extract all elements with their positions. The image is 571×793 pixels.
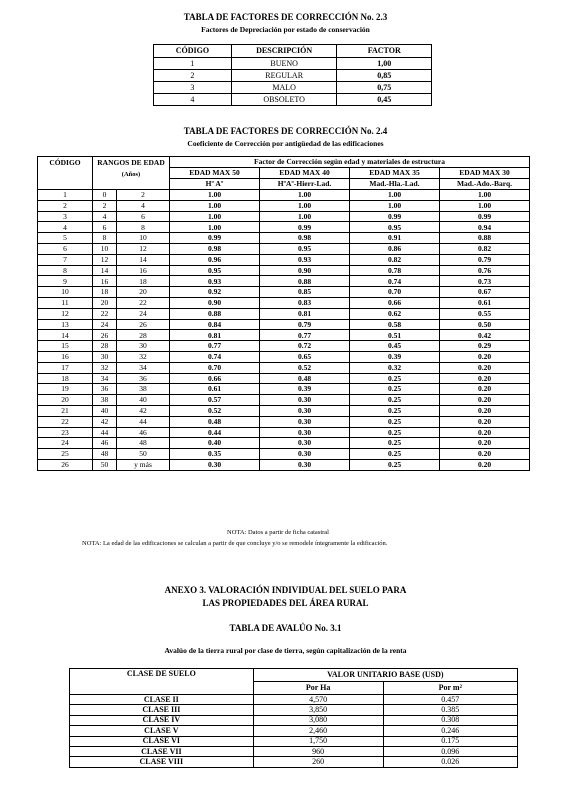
cell-factor-50: 0.88 [170,308,260,319]
cell-rango-hasta: 30 [117,341,170,352]
table-row [38,459,530,470]
cell-por-ha: 1,750 [253,736,383,746]
cell-factor-30: 0.20 [440,416,530,427]
cell-rango-hasta: 18 [117,276,170,287]
cell-factor-30: 0.20 [440,373,530,384]
cell-por-m2: 0.096 [383,746,517,756]
header-codigo: CÓDIGO [154,45,232,58]
cell-rango-desde: 16 [93,276,117,287]
cell-factor-35: 0.51 [350,330,440,341]
cell-factor-30: 0.79 [440,254,530,265]
cell-codigo: 16 [38,351,93,362]
table1-title: TABLA DE FACTORES DE CORRECCIÓN No. 2.3 [183,12,388,22]
cell-por-ha: 3,080 [253,715,383,725]
cell-factor-35: 0.66 [350,297,440,308]
cell-codigo: 24 [38,438,93,449]
cell-rango-desde: 24 [93,319,117,330]
cell-factor-40: 0.81 [260,308,350,319]
cell-codigo: 25 [38,449,93,460]
cell-codigo: 1 [154,58,232,70]
table-row [38,395,530,406]
table-row [70,695,518,705]
cell-factor-50: 0.99 [170,233,260,244]
cell-rango-desde: 14 [93,265,117,276]
cell-factor-40: 0.72 [260,341,350,352]
cell-por-m2: 0.246 [383,726,517,736]
cell-factor-40: 0.30 [260,395,350,406]
cell-rango-hasta: 34 [117,362,170,373]
cell-codigo: 17 [38,362,93,373]
cell-codigo: 5 [38,233,93,244]
cell-rango-hasta: 48 [117,438,170,449]
cell-rango-hasta: 28 [117,330,170,341]
cell-factor-50: 0.96 [170,254,260,265]
table-row [38,297,530,308]
table-row [38,449,530,460]
cell-factor-40: 0.98 [260,233,350,244]
cell-factor-30: 0.20 [440,362,530,373]
cell-factor-30: 0.55 [440,308,530,319]
cell-rango-desde: 28 [93,341,117,352]
table-row [154,82,432,94]
cell-rango-hasta: 10 [117,233,170,244]
cell-factor-50: 1.00 [170,211,260,222]
cell-rango-hasta: 16 [117,265,170,276]
header-rangos-label: RANGOS DE EDAD [97,158,165,167]
header-clase: CLASE DE SUELO [70,669,254,695]
cell-rango-desde: 22 [93,308,117,319]
cell-rango-hasta: 44 [117,416,170,427]
cell-factor-35: 0.25 [350,384,440,395]
table-row [38,254,530,265]
cell-descripcion: REGULAR [231,70,337,82]
cell-rango-hasta: 36 [117,373,170,384]
cell-factor-40: 0.99 [260,222,350,233]
cell-codigo: 2 [154,70,232,82]
cell-factor-30: 0.94 [440,222,530,233]
cell-clase: CLASE VIII [70,757,254,767]
cell-rango-desde: 46 [93,438,117,449]
cell-factor-50: 0.90 [170,297,260,308]
cell-codigo: 14 [38,330,93,341]
cell-factor-40: 0.83 [260,297,350,308]
cell-factor-50: 0.35 [170,449,260,460]
age-factor-table [37,156,530,471]
cell-factor-35: 0.25 [350,449,440,460]
cell-factor-40: 0.39 [260,384,350,395]
table-row [38,233,530,244]
cell-factor-30: 0.88 [440,233,530,244]
cell-factor-30: 0.20 [440,427,530,438]
cell-codigo: 12 [38,308,93,319]
cell-rango-desde: 20 [93,297,117,308]
cell-factor-40: 0.52 [260,362,350,373]
cell-codigo: 26 [38,459,93,470]
cell-factor-40: 1.00 [260,200,350,211]
cell-factor-50: 0.48 [170,416,260,427]
cell-codigo: 18 [38,373,93,384]
cell-factor-40: 0.79 [260,319,350,330]
table-header-row [154,45,432,58]
cell-factor-35: 0.99 [350,211,440,222]
cell-factor-50: 1.00 [170,190,260,201]
cell-factor: 0,45 [337,94,432,106]
cell-codigo: 20 [38,395,93,406]
table-row [38,190,530,201]
table-row [38,222,530,233]
cell-factor-50: 1.00 [170,200,260,211]
cell-factor-35: 0.25 [350,405,440,416]
cell-factor-35: 0.25 [350,395,440,406]
table-header-row [38,157,530,168]
table-row [38,211,530,222]
header-codigo: CÓDIGO [38,157,93,190]
cell-factor-50: 0.93 [170,276,260,287]
cell-factor-35: 1.00 [350,190,440,201]
cell-factor-30: 0.50 [440,319,530,330]
cell-codigo: 4 [38,222,93,233]
cell-factor-40: 0.30 [260,416,350,427]
cell-codigo: 3 [154,82,232,94]
table-row [38,384,530,395]
table-row [38,405,530,416]
cell-factor-30: 0.73 [440,276,530,287]
cell-descripcion: OBSOLETO [231,94,337,106]
table-row [38,287,530,298]
cell-por-ha: 2,460 [253,726,383,736]
cell-rango-desde: 8 [93,233,117,244]
rural-land-value-table [69,668,518,768]
note-edad-edificaciones: NOTA: La edad de las edificaciones se calculan a partir de que concluye y/o se remodele íntegramente la edificación. [82,540,388,547]
cell-factor-40: 0.30 [260,427,350,438]
table1-subtitle: Factores de Depreciación por estado de conservación [201,25,370,34]
table-row [38,373,530,384]
header-edad-max: EDAD MAX 35 [350,168,440,179]
cell-factor-30: 0.82 [440,243,530,254]
cell-factor-30: 0.20 [440,405,530,416]
cell-rango-hasta: 6 [117,211,170,222]
cell-codigo: 1 [38,190,93,201]
cell-factor-35: 0.86 [350,243,440,254]
table3-subtitle: Avalúo de la tierra rural por clase de tierra, según capitalización de la renta [164,646,407,655]
table-row [70,757,518,767]
cell-factor-30: 0.20 [440,459,530,470]
cell-factor-50: 0.98 [170,243,260,254]
cell-clase: CLASE VII [70,746,254,756]
table-row [38,330,530,341]
cell-rango-desde: 4 [93,211,117,222]
cell-rango-hasta: y más [117,459,170,470]
table-row [38,427,530,438]
table-row [38,438,530,449]
cell-factor-35: 0.25 [350,427,440,438]
cell-rango-desde: 34 [93,373,117,384]
cell-factor-30: 0.20 [440,351,530,362]
cell-rango-desde: 36 [93,384,117,395]
cell-rango-desde: 6 [93,222,117,233]
cell-factor-40: 0.95 [260,243,350,254]
cell-factor-40: 1.00 [260,211,350,222]
cell-factor-35: 0.70 [350,287,440,298]
cell-factor-50: 0.81 [170,330,260,341]
header-descripcion: DESCRIPCIÓN [231,45,337,58]
cell-factor-40: 0.30 [260,438,350,449]
cell-factor: 0,85 [337,70,432,82]
cell-factor-30: 1.00 [440,190,530,201]
cell-factor-35: 0.91 [350,233,440,244]
cell-factor-40: 0.88 [260,276,350,287]
cell-por-ha: 4,570 [253,695,383,705]
table-row [70,726,518,736]
cell-factor-40: 1.00 [260,190,350,201]
cell-factor-30: 0.20 [440,438,530,449]
cell-factor-35: 0.74 [350,276,440,287]
cell-codigo: 7 [38,254,93,265]
cell-por-m2: 0.308 [383,715,517,725]
table-row [38,341,530,352]
cell-rango-hasta: 50 [117,449,170,460]
header-edad-max: EDAD MAX 50 [170,168,260,179]
cell-factor-50: 1.00 [170,222,260,233]
cell-factor-40: 0.93 [260,254,350,265]
cell-factor-40: 0.65 [260,351,350,362]
cell-factor-35: 0.25 [350,416,440,427]
cell-rango-desde: 18 [93,287,117,298]
header-material: HºAº-Hierr-Lad. [260,179,350,190]
cell-factor-30: 0.99 [440,211,530,222]
table-row [38,200,530,211]
cell-factor-35: 0.82 [350,254,440,265]
cell-factor-35: 0.25 [350,373,440,384]
cell-factor-40: 0.30 [260,449,350,460]
cell-rango-desde: 38 [93,395,117,406]
cell-codigo: 10 [38,287,93,298]
table-row [38,351,530,362]
cell-rango-desde: 42 [93,416,117,427]
cell-factor-50: 0.52 [170,405,260,416]
header-rangos [93,157,170,190]
cell-factor-50: 0.84 [170,319,260,330]
cell-factor-30: 0.20 [440,449,530,460]
cell-rango-hasta: 42 [117,405,170,416]
cell-rango-hasta: 2 [117,190,170,201]
cell-descripcion: BUENO [231,58,337,70]
cell-factor-30: 0.61 [440,297,530,308]
header-material: Hº Aº [170,179,260,190]
cell-clase: CLASE IV [70,715,254,725]
table-row [70,715,518,725]
cell-factor-30: 0.20 [440,384,530,395]
cell-rango-desde: 2 [93,200,117,211]
table2-subtitle: Coeficiente de Corrección por antigüedad de las edificaciones [187,139,384,148]
header-valor: VALOR UNITARIO BASE (USD) [253,669,517,682]
cell-codigo: 13 [38,319,93,330]
table-row [154,94,432,106]
cell-descripcion: MALO [231,82,337,94]
header-por-ha: Por Ha [253,682,383,695]
table-row [38,416,530,427]
cell-codigo: 2 [38,200,93,211]
table-row [70,705,518,715]
cell-factor-30: 0.29 [440,341,530,352]
cell-rango-hasta: 22 [117,297,170,308]
cell-factor-50: 0.95 [170,265,260,276]
cell-por-m2: 0.026 [383,757,517,767]
cell-codigo: 23 [38,427,93,438]
table-row [38,308,530,319]
header-material: Mad.-Hla.-Lad. [350,179,440,190]
table-header-row [70,669,518,682]
cell-codigo: 22 [38,416,93,427]
cell-factor-50: 0.61 [170,384,260,395]
cell-por-m2: 0.457 [383,695,517,705]
cell-factor-30: 0.20 [440,395,530,406]
cell-rango-hasta: 4 [117,200,170,211]
cell-factor-30: 0.42 [440,330,530,341]
cell-rango-hasta: 26 [117,319,170,330]
cell-factor-40: 0.30 [260,459,350,470]
conservation-factor-table [153,44,432,106]
cell-factor-40: 0.30 [260,405,350,416]
header-anos: (Años) [121,170,141,178]
cell-factor-40: 0.90 [260,265,350,276]
cell-codigo: 11 [38,297,93,308]
cell-codigo: 4 [154,94,232,106]
cell-factor-35: 0.32 [350,362,440,373]
cell-rango-hasta: 46 [117,427,170,438]
table2-title: TABLA DE FACTORES DE CORRECCIÓN No. 2.4 [183,126,388,136]
cell-rango-hasta: 12 [117,243,170,254]
cell-rango-desde: 30 [93,351,117,362]
cell-factor-50: 0.66 [170,373,260,384]
cell-factor-35: 0.25 [350,438,440,449]
cell-codigo: 9 [38,276,93,287]
anexo-title-line1: ANEXO 3. VALORACIÓN INDIVIDUAL DEL SUELO PARA [164,585,407,595]
cell-rango-desde: 12 [93,254,117,265]
table-row [38,265,530,276]
cell-rango-hasta: 24 [117,308,170,319]
cell-rango-desde: 26 [93,330,117,341]
cell-factor-50: 0.57 [170,395,260,406]
header-material: Mad.-Ado.-Barq. [440,179,530,190]
cell-por-m2: 0.385 [383,705,517,715]
cell-clase: CLASE V [70,726,254,736]
cell-codigo: 15 [38,341,93,352]
cell-factor-35: 0.58 [350,319,440,330]
cell-codigo: 19 [38,384,93,395]
cell-factor-50: 0.77 [170,341,260,352]
note-ficha-catastral: NOTA: Datos a partir de ficha catastral [227,529,329,536]
table-row [38,276,530,287]
cell-factor-35: 0.45 [350,341,440,352]
cell-rango-hasta: 32 [117,351,170,362]
cell-factor-40: 0.48 [260,373,350,384]
cell-codigo: 6 [38,243,93,254]
cell-factor-30: 0.67 [440,287,530,298]
cell-factor-35: 1.00 [350,200,440,211]
cell-factor: 0,75 [337,82,432,94]
cell-factor-50: 0.70 [170,362,260,373]
cell-factor-35: 0.25 [350,459,440,470]
table-row [38,362,530,373]
header-factor: FACTOR [337,45,432,58]
cell-rango-desde: 40 [93,405,117,416]
table3-title: TABLA DE AVALÚO No. 3.1 [229,623,342,633]
cell-rango-hasta: 40 [117,395,170,406]
cell-factor-40: 0.77 [260,330,350,341]
cell-factor: 1,00 [337,58,432,70]
cell-rango-hasta: 38 [117,384,170,395]
header-edad-max: EDAD MAX 30 [440,168,530,179]
cell-codigo: 8 [38,265,93,276]
cell-codigo: 3 [38,211,93,222]
cell-factor-50: 0.44 [170,427,260,438]
cell-factor-50: 0.30 [170,459,260,470]
cell-por-m2: 0.175 [383,736,517,746]
header-por-m2: Por m² [383,682,517,695]
cell-factor-30: 0.76 [440,265,530,276]
table-row [70,736,518,746]
cell-por-ha: 960 [253,746,383,756]
cell-rango-desde: 0 [93,190,117,201]
header-factor: Factor de Corrección según edad y materiales de estructura [170,157,530,168]
cell-rango-desde: 32 [93,362,117,373]
cell-clase: CLASE II [70,695,254,705]
cell-por-ha: 3,850 [253,705,383,715]
header-edad-max: EDAD MAX 40 [260,168,350,179]
cell-rango-hasta: 8 [117,222,170,233]
cell-rango-desde: 48 [93,449,117,460]
cell-rango-desde: 10 [93,243,117,254]
cell-codigo: 21 [38,405,93,416]
cell-clase: CLASE VI [70,736,254,746]
cell-factor-35: 0.95 [350,222,440,233]
table-row [70,746,518,756]
table-row [38,243,530,254]
cell-factor-50: 0.40 [170,438,260,449]
anexo-title-line2: LAS PROPIEDADES DEL ÁREA RURAL [202,598,369,608]
cell-rango-desde: 44 [93,427,117,438]
cell-factor-30: 1.00 [440,200,530,211]
table-row [154,58,432,70]
cell-rango-hasta: 14 [117,254,170,265]
cell-factor-35: 0.39 [350,351,440,362]
cell-factor-50: 0.92 [170,287,260,298]
table-row [38,319,530,330]
table-row [154,70,432,82]
cell-factor-35: 0.78 [350,265,440,276]
cell-clase: CLASE III [70,705,254,715]
cell-rango-desde: 50 [93,459,117,470]
cell-por-ha: 260 [253,757,383,767]
cell-rango-hasta: 20 [117,287,170,298]
cell-factor-50: 0.74 [170,351,260,362]
cell-factor-40: 0.85 [260,287,350,298]
cell-factor-35: 0.62 [350,308,440,319]
